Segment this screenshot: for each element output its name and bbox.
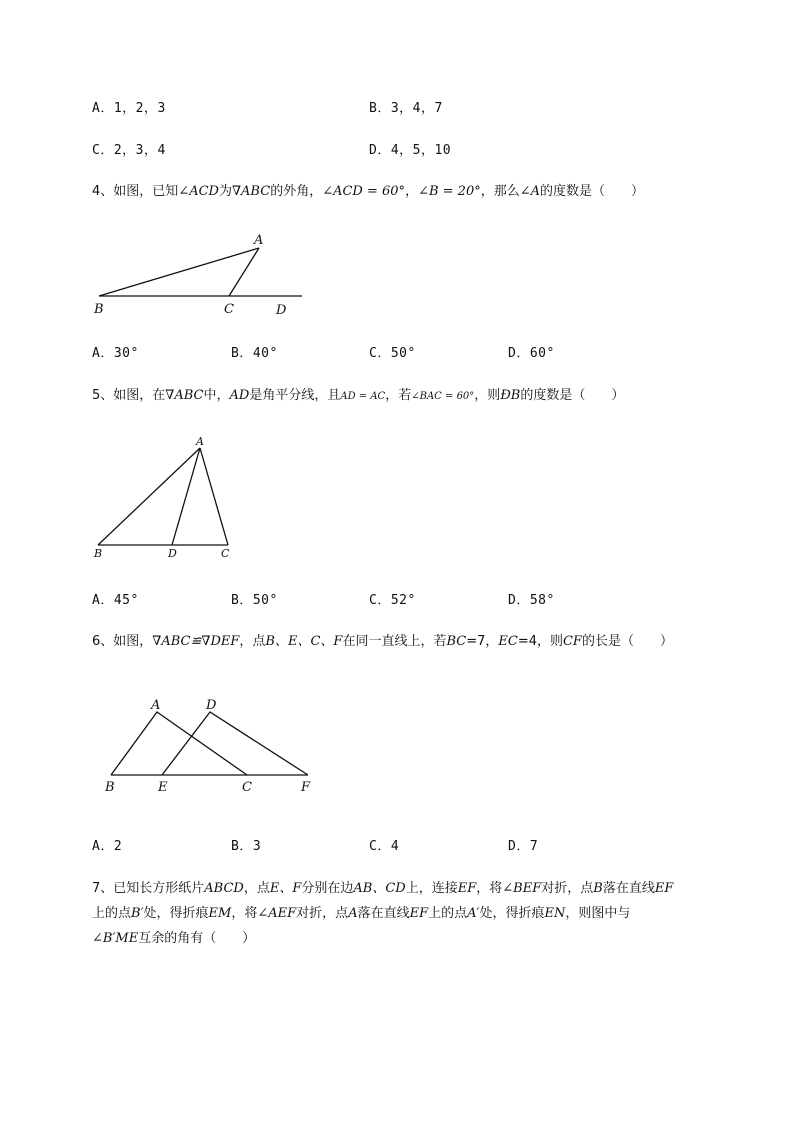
- q4-label-d: D: [276, 303, 287, 318]
- q6-label-e: E: [158, 780, 168, 795]
- q5-option-a: A．45°: [92, 593, 139, 608]
- q6-option-d: D．7: [508, 839, 539, 854]
- q6-option-b: B．3: [231, 839, 262, 854]
- q5-triangle-figure: [88, 432, 248, 564]
- q6-option-a: A．2: [92, 839, 123, 854]
- q5-label-c: C: [221, 547, 230, 560]
- q6-label-f: F: [301, 780, 311, 795]
- q5-option-c: C．52°: [369, 593, 416, 608]
- q3-option-a: A．1，2，3: [92, 101, 166, 116]
- q4-triangle-figure: [88, 228, 313, 323]
- q5-label-d: D: [168, 547, 177, 560]
- q5-side-ac: [200, 448, 228, 545]
- q4-label-b: B: [94, 302, 104, 317]
- q6-label-c: C: [242, 780, 252, 795]
- q3-option-b: B．3，4，7: [369, 101, 443, 116]
- q6-triangle-abc: [111, 712, 247, 775]
- q4-label-a: A: [254, 233, 264, 248]
- q4-side-ab: [99, 248, 259, 296]
- q4-label-c: C: [224, 302, 234, 317]
- q6-label-a: A: [151, 698, 161, 713]
- q5-label-a: A: [196, 435, 204, 448]
- q5-option-d: D．58°: [508, 593, 555, 608]
- q3-option-d: D．4，5，10: [369, 143, 452, 158]
- q3-option-c: C．2，3，4: [92, 143, 166, 158]
- q5-option-b: B．50°: [231, 593, 278, 608]
- q6-triangle-def: [162, 712, 308, 775]
- q6-question: 6、如图，∇ABC≌∇DEF，点B、E、C、F在同一直线上，若BC=7，EC=4，则CF的长是（ ）: [92, 634, 673, 649]
- q4-option-d: D．60°: [508, 346, 555, 361]
- q4-option-b: B．40°: [231, 346, 278, 361]
- q7-question-line-1: 7、已知长方形纸片ABCD，点E、F分别在边AB、CD上，连接EF，将∠BEF对折，点B落在直线EF: [92, 881, 674, 896]
- q6-triangles-figure: [98, 695, 328, 800]
- q4-option-c: C．50°: [369, 346, 416, 361]
- q6-label-b: B: [105, 780, 115, 795]
- q4-question: 4、如图，已知∠ACD为∇ABC的外角，∠ACD = 60°，∠B = 20°，那么∠A的度数是（ ）: [92, 184, 645, 199]
- q7-question-line-3: ∠B′ME互余的角有（ ）: [92, 931, 256, 946]
- q6-label-d: D: [206, 698, 217, 713]
- q6-option-c: C．4: [369, 839, 400, 854]
- q5-label-b: B: [94, 547, 103, 560]
- q7-question-line-2: 上的点B′处，得折痕EM，将∠AEF对折，点A落在直线EF上的点A′处，得折痕EN，则图中与: [92, 906, 631, 921]
- q5-bisector-ad: [172, 448, 200, 545]
- q5-question: 5、如图，在∇ABC中，AD是角平分线，且AD = AC，若∠BAC = 60°，则ÐB的度数是（ ）: [92, 388, 625, 403]
- q5-side-ab: [98, 448, 200, 545]
- q4-option-a: A．30°: [92, 346, 139, 361]
